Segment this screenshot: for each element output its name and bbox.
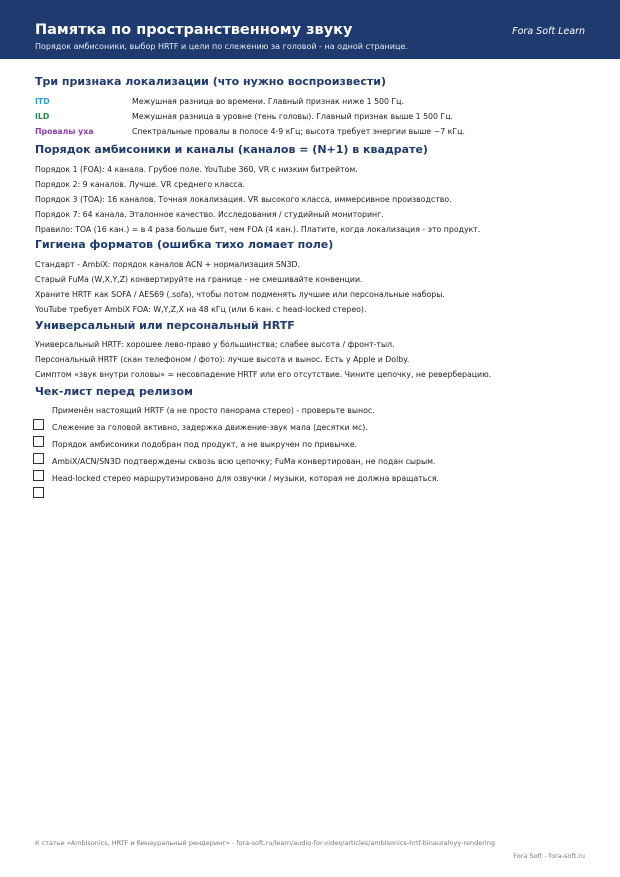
checklist-item-text: Применён настоящий HRTF (а не просто панорама стерео) - проверьте вынос. xyxy=(52,406,375,415)
hygiene-line: Старый FuMa (W,X,Y,Z) конвертируйте на границе - не смешивайте конвенции. xyxy=(35,275,363,284)
orders-line: Порядок 2: 9 каналов. Лучше. VR среднего класса. xyxy=(35,180,245,189)
checklist-item-text: AmbiX/ACN/SN3D подтверждены сквозь всю цепочку; FuMa конвертирован, не подан сырым. xyxy=(52,457,436,466)
hrtf-line: Симптом «звук внутри головы» = несовпадение HRTF или его отсутствие. Чините цепочку, не реверберацию. xyxy=(35,370,492,379)
orders-line: Порядок 7: 64 канала. Эталонное качество. Исследования / студийный мониторинг. xyxy=(35,210,384,219)
checklist-checkbox[interactable] xyxy=(33,419,44,430)
checklist-checkbox[interactable] xyxy=(33,470,44,481)
checklist-item-text: Head-locked стерео маршрутизировано для озвучки / музыки, которая не должна вращаться. xyxy=(52,474,439,483)
section-title-cues: Три признака локализации (что нужно воспроизвести) xyxy=(35,75,386,88)
cue-def-ild: Межушная разница в уровне (тень головы). Главный признак выше 1 500 Гц. xyxy=(132,112,453,121)
hygiene-line: YouTube требует AmbiX FOA: W,Y,Z,X на 48 кГц (или 6 кан. с head-locked стерео). xyxy=(35,305,367,314)
hygiene-line: Стандарт - AmbiX: порядок каналов ACN + нормализация SN3D. xyxy=(35,260,301,269)
footer-brand: Fora Soft - fora-soft.ru xyxy=(513,852,585,860)
checklist-checkbox[interactable] xyxy=(33,453,44,464)
hrtf-line: Универсальный HRTF: хорошее лево-право у большинства; слабее высота / фронт-тыл. xyxy=(35,340,395,349)
header-banner xyxy=(0,0,620,59)
footer-article-link: К статье «Ambisonics, HRTF и бинауральный рендеринг» - fora-soft.ru/learn/audio-for-video/articles/ambisonics-hrtf-binauralnyy-rendering xyxy=(35,839,495,847)
orders-line: Порядок 3 (TOA): 16 каналов. Точная локализация. VR высокого класса, иммерсивное производство. xyxy=(35,195,452,204)
brand-label: Fora Soft Learn xyxy=(512,26,585,37)
orders-rule-line: Правило: TOA (16 кан.) = в 4 раза больше бит, чем FOA (4 кан.). Платите, когда локализация - это продукт. xyxy=(35,225,481,234)
checklist-checkbox[interactable] xyxy=(33,436,44,447)
section-title-checklist: Чек-лист перед релизом xyxy=(35,385,194,398)
cue-term-notches: Провалы уха xyxy=(35,127,94,136)
cue-def-notches: Спектральные провалы в полосе 4-9 кГц; высота требует энергии выше ~7 кГц. xyxy=(132,127,465,136)
section-title-hrtf: Универсальный или персональный HRTF xyxy=(35,319,295,332)
cue-term-ild: ILD xyxy=(35,112,50,121)
cue-term-itd: ITD xyxy=(35,97,50,106)
cue-def-itd: Межушная разница во времени. Главный признак ниже 1 500 Гц. xyxy=(132,97,404,106)
orders-line: Порядок 1 (FOA): 4 канала. Грубое поле. YouTube 360, VR с низким битрейтом. xyxy=(35,165,358,174)
checklist-item-text: Слежение за головой активно, задержка движение-звук мала (десятки мс). xyxy=(52,423,368,432)
section-title-orders: Порядок амбисоники и каналы (каналов = (N+1) в квадрате) xyxy=(35,143,428,156)
section-title-hygiene: Гигиена форматов (ошибка тихо ломает поле) xyxy=(35,238,334,251)
checklist-checkbox[interactable] xyxy=(33,487,44,498)
page-subtitle: Порядок амбисоники, выбор HRTF и цели по слежению за головой - на одной странице. xyxy=(35,42,408,51)
page-title: Памятка по пространственному звуку xyxy=(35,22,353,38)
checklist-item-text: Порядок амбисоники подобран под продукт, а не выкручен по привычке. xyxy=(52,440,357,449)
hrtf-line: Персональный HRTF (скан телефоном / фото): лучше высота и вынос. Есть у Apple и Dolby. xyxy=(35,355,410,364)
hygiene-line: Храните HRTF как SOFA / AES69 (.sofa), чтобы потом подменять лучшие или персональные наборы. xyxy=(35,290,445,299)
